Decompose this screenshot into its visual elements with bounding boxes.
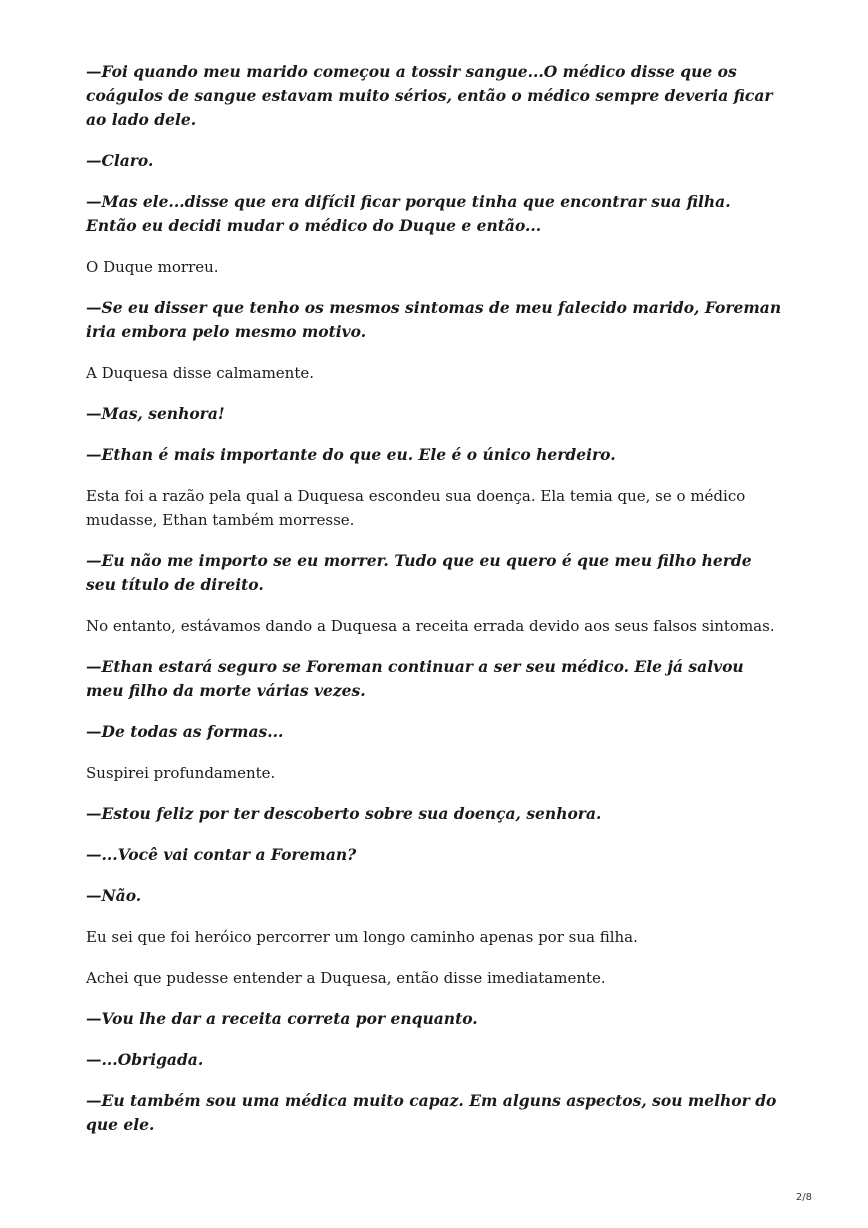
dialogue-paragraph: —Foi quando meu marido começou a tossir sangue...O médico disse que os coágulos de sangue estavam muito sérios, então o médico sempre deveria ficar ao lado dele. xyxy=(86,62,773,129)
narration-paragraph: Achei que pudesse entender a Duquesa, então disse imediatamente. xyxy=(86,969,606,987)
dialogue-paragraph: —...Você vai contar a Foreman? xyxy=(86,845,357,864)
dialogue-paragraph: —Claro. xyxy=(86,151,154,170)
dialogue-paragraph: —Vou lhe dar a receita correta por enquanto. xyxy=(86,1009,478,1028)
dialogue-paragraph: —Ethan estará seguro se Foreman continuar a ser seu médico. Ele já salvou meu filho da morte várias vezes. xyxy=(86,657,744,700)
narration-paragraph: Suspirei profundamente. xyxy=(86,764,276,782)
dialogue-paragraph: —...Obrigada. xyxy=(86,1050,204,1069)
dialogue-paragraph: —De todas as formas... xyxy=(86,722,284,741)
dialogue-paragraph: —Mas, senhora! xyxy=(86,404,225,423)
dialogue-paragraph: —Eu não me importo se eu morrer. Tudo que eu quero é que meu filho herde seu título de direito. xyxy=(86,551,752,594)
narration-paragraph: O Duque morreu. xyxy=(86,258,219,276)
narration-paragraph: A Duquesa disse calmamente. xyxy=(86,364,315,382)
dialogue-paragraph: —Mas ele...disse que era difícil ficar porque tinha que encontrar sua filha. Então eu decidi mudar o médico do Duque e então... xyxy=(86,192,731,235)
dialogue-paragraph: —Estou feliz por ter descoberto sobre sua doença, senhora. xyxy=(86,804,602,823)
narration-paragraph: No entanto, estávamos dando a Duquesa a receita errada devido aos seus falsos sintomas. xyxy=(86,617,775,635)
narration-paragraph: Esta foi a razão pela qual a Duquesa escondeu sua doença. Ela temia que, se o médico mudasse, Ethan também morresse. xyxy=(86,487,746,529)
narration-paragraph: Eu sei que foi heróico percorrer um longo caminho apenas por sua filha. xyxy=(86,928,638,946)
page-number: 2/8 xyxy=(795,1192,812,1203)
dialogue-paragraph: —Se eu disser que tenho os mesmos sintomas de meu falecido marido, Foreman iria embora pelo mesmo motivo. xyxy=(86,298,782,341)
dialogue-paragraph: —Eu também sou uma médica muito capaz. Em alguns aspectos, sou melhor do que ele. xyxy=(86,1091,777,1134)
dialogue-paragraph: —Ethan é mais importante do que eu. Ele é o único herdeiro. xyxy=(86,445,616,464)
document-page xyxy=(86,60,786,1154)
dialogue-paragraph: —Não. xyxy=(86,886,142,905)
